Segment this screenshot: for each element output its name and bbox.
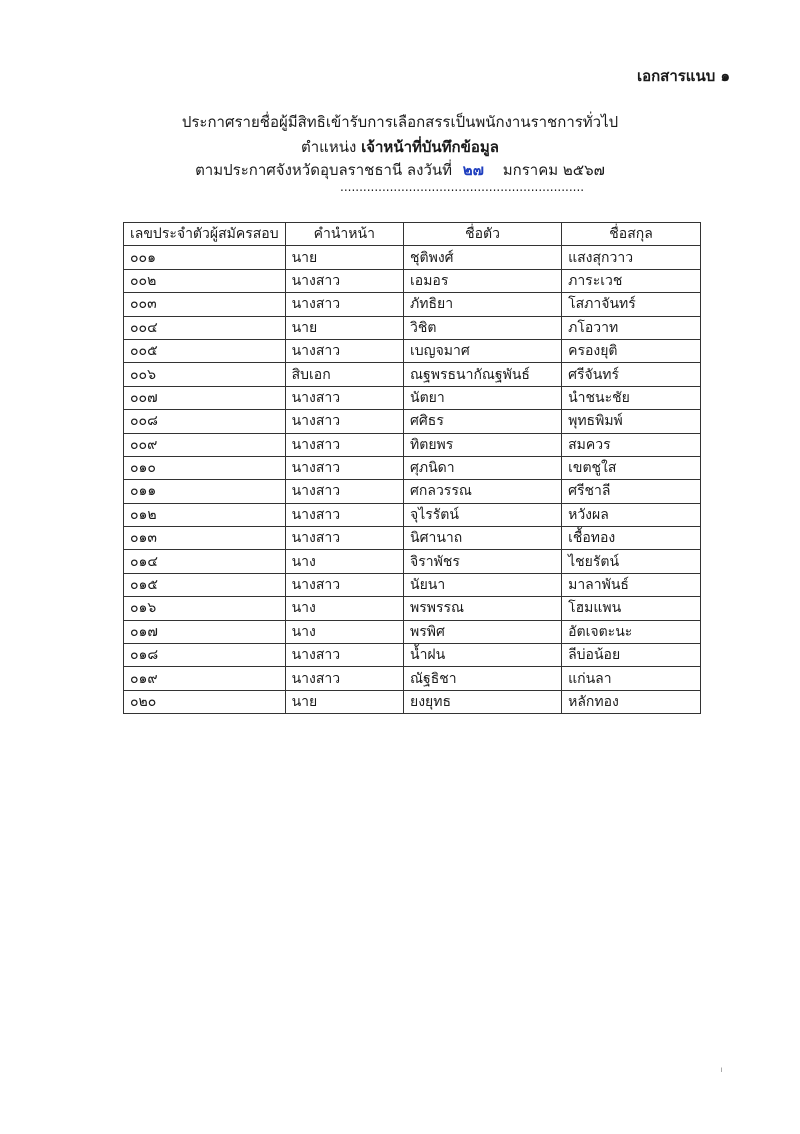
applicant-id-cell: ๐๐๒ (124, 269, 286, 292)
table-row (124, 410, 701, 433)
last-name-cell: หลักทอง (562, 690, 701, 713)
title-cell: นางสาว (285, 456, 403, 479)
last-name-cell: โสภาจันทร์ (562, 293, 701, 316)
title-cell: นาย (285, 246, 403, 269)
announcement-title: ประกาศรายชื่อผู้มีสิทธิเข้ารับการเลือกสรรเป็นพนักงานราชการทั่วไป (181, 113, 619, 131)
first-name-cell: นัยนา (404, 573, 562, 596)
title-cell: นางสาว (285, 480, 403, 503)
last-name-cell: เชื้อทอง (562, 527, 701, 550)
title-cell: สิบเอก (285, 363, 403, 386)
last-name-cell: โฮมแพน (562, 597, 701, 620)
last-name-cell: ลีบ่อน้อย (562, 644, 701, 667)
applicant-id-cell: ๐๑๔ (124, 550, 286, 573)
applicant-id-cell: ๐๑๖ (124, 597, 286, 620)
first-name-cell: ภัทธิยา (404, 293, 562, 316)
table-row (124, 293, 701, 316)
title-cell: นางสาว (285, 527, 403, 550)
last-name-cell: แก่นลา (562, 667, 701, 690)
applicant-id-cell: ๐๐๑ (124, 246, 286, 269)
last-name-cell: สมควร (562, 433, 701, 456)
first-name-cell: จิราพัชร (404, 550, 562, 573)
title-cell: นางสาว (285, 339, 403, 362)
date-prefix: ตามประกาศจังหวัดอุบลราชธานี ลงวันที่ (195, 161, 453, 179)
table-row (124, 667, 701, 690)
attachment-label: เอกสารแนบ ๑ (636, 67, 730, 85)
applicant-id-cell: ๐๑๓ (124, 527, 286, 550)
title-cell: นางสาว (285, 386, 403, 409)
last-name-cell: ไชยรัตน์ (562, 550, 701, 573)
applicant-id-cell: ๐๐๗ (124, 386, 286, 409)
applicant-id-cell: ๐๐๙ (124, 433, 286, 456)
table-row (124, 339, 701, 362)
applicant-id-cell: ๐๐๕ (124, 339, 286, 362)
first-name-cell: ทิตยพร (404, 433, 562, 456)
title-cell: นาย (285, 690, 403, 713)
last-name-cell: เขตชูใส (562, 456, 701, 479)
applicant-id-cell: ๐๑๐ (124, 456, 286, 479)
last-name-cell: แสงสุกวาว (562, 246, 701, 269)
table-row (124, 620, 701, 643)
date-month-year: มกราคม ๒๕๖๗ (502, 161, 605, 179)
applicant-id-cell: ๐๐๓ (124, 293, 286, 316)
title-cell: นาง (285, 550, 403, 573)
table-header-row (124, 223, 701, 246)
applicant-id-cell: ๐๐๖ (124, 363, 286, 386)
table-row (124, 573, 701, 596)
header-first-name: ชื่อตัว (404, 223, 562, 246)
last-name-cell: ครองยุติ (562, 339, 701, 362)
title-cell: นางสาว (285, 644, 403, 667)
title-cell: นางสาว (285, 293, 403, 316)
table-body (124, 246, 701, 714)
applicant-id-cell: ๐๑๕ (124, 573, 286, 596)
title-cell: นางสาว (285, 433, 403, 456)
first-name-cell: ศกลวรรณ (404, 480, 562, 503)
last-name-cell: นำชนะชัย (562, 386, 701, 409)
applicant-id-cell: ๐๑๘ (124, 644, 286, 667)
title-cell: นาย (285, 316, 403, 339)
last-name-cell: มาลาพันธ์ (562, 573, 701, 596)
title-cell: นาง (285, 620, 403, 643)
first-name-cell: วิชิต (404, 316, 562, 339)
applicant-id-cell: ๐๑๙ (124, 667, 286, 690)
last-name-cell: หวังผล (562, 503, 701, 526)
title-cell: นางสาว (285, 410, 403, 433)
first-name-cell: นัตยา (404, 386, 562, 409)
page-mark: ၊ (721, 1064, 723, 1075)
first-name-cell: นิศานาถ (404, 527, 562, 550)
applicant-id-cell: ๐๑๒ (124, 503, 286, 526)
first-name-cell: พรพรรณ (404, 597, 562, 620)
first-name-cell: เบญจมาศ (404, 339, 562, 362)
first-name-cell: ชุติพงศ์ (404, 246, 562, 269)
first-name-cell: ณัฐธิชา (404, 667, 562, 690)
title-cell: นางสาว (285, 573, 403, 596)
last-name-cell: ภโอวาท (562, 316, 701, 339)
table-row (124, 503, 701, 526)
first-name-cell: น้ำฝน (404, 644, 562, 667)
applicant-id-cell: ๐๒๐ (124, 690, 286, 713)
position-prefix: ตำแหน่ง (301, 138, 357, 156)
applicant-id-cell: ๐๑๑ (124, 480, 286, 503)
table-row (124, 527, 701, 550)
table-row (124, 316, 701, 339)
date-line (0, 158, 800, 182)
last-name-cell: ศรีชาลี (562, 480, 701, 503)
date-day: ๒๗ (462, 161, 484, 179)
title-cell: นาง (285, 597, 403, 620)
first-name-cell: ณฐพรธนากัณฐพันธ์ (404, 363, 562, 386)
table-row (124, 246, 701, 269)
header-applicant-id: เลขประจำตัวผู้สมัครสอบ (124, 223, 286, 246)
table-row (124, 597, 701, 620)
position-line (0, 135, 800, 159)
table-row (124, 480, 701, 503)
table-row (124, 363, 701, 386)
last-name-cell: ศรีจันทร์ (562, 363, 701, 386)
first-name-cell: เอมอร (404, 269, 562, 292)
position-name: เจ้าหน้าที่บันทึกข้อมูล (361, 138, 499, 156)
applicant-id-cell: ๐๐๔ (124, 316, 286, 339)
first-name-cell: ศุภนิดา (404, 456, 562, 479)
title-cell: นางสาว (285, 269, 403, 292)
last-name-cell: อัตเจตะนะ (562, 620, 701, 643)
table-row (124, 550, 701, 573)
applicant-id-cell: ๐๐๘ (124, 410, 286, 433)
header-title: คำนำหน้า (285, 223, 403, 246)
last-name-cell: พุทธพิมพ์ (562, 410, 701, 433)
title-cell: นางสาว (285, 667, 403, 690)
title-cell: นางสาว (285, 503, 403, 526)
last-name-cell: ภาระเวช (562, 269, 701, 292)
header-last-name: ชื่อสกุล (562, 223, 701, 246)
first-name-cell: ศศิธร (404, 410, 562, 433)
table-row (124, 690, 701, 713)
table-row (124, 433, 701, 456)
applicant-id-cell: ๐๑๗ (124, 620, 286, 643)
candidate-table (123, 222, 701, 714)
table-row (124, 456, 701, 479)
first-name-cell: จุไรรัตน์ (404, 503, 562, 526)
first-name-cell: พรพิศ (404, 620, 562, 643)
separator-dots: ................................................................ (340, 180, 585, 194)
table-row (124, 269, 701, 292)
table-row (124, 386, 701, 409)
first-name-cell: ยงยุทธ (404, 690, 562, 713)
table-row (124, 644, 701, 667)
